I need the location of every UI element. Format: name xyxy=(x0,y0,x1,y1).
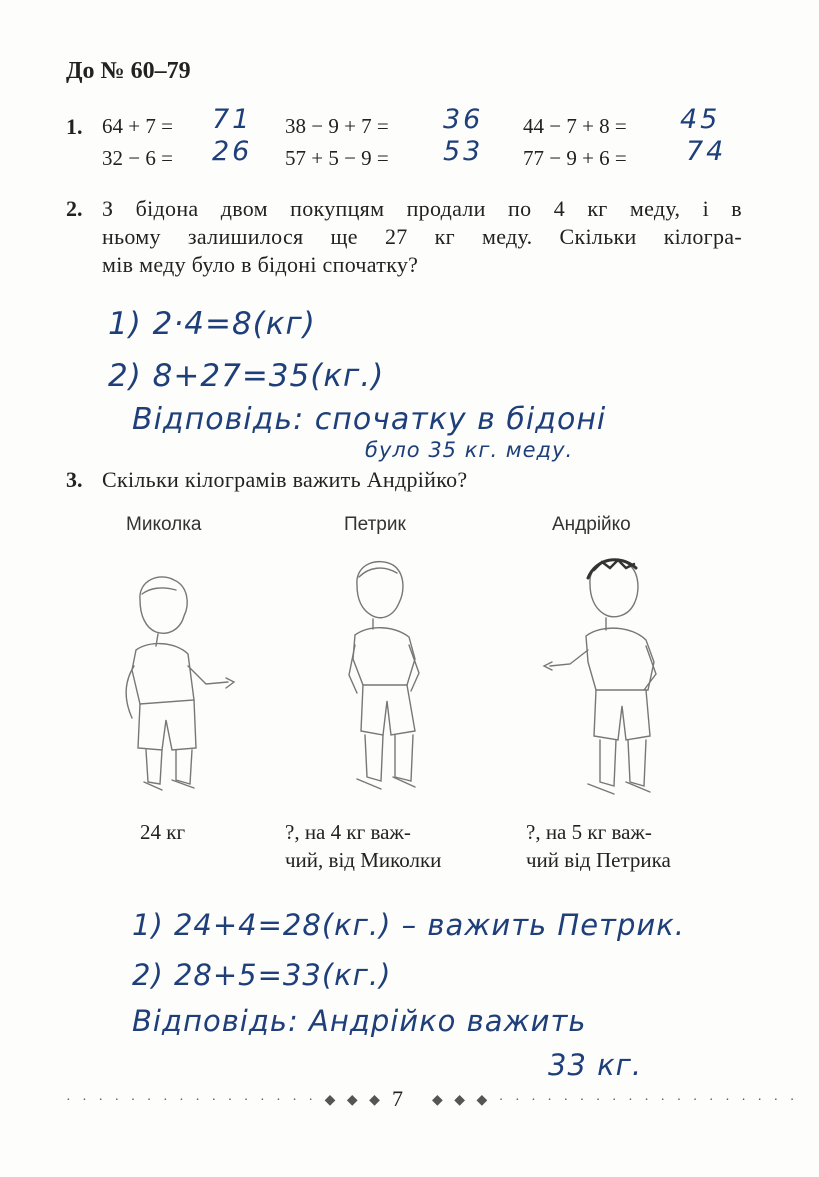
task2-number: 2. xyxy=(66,196,83,221)
task1-answer: 26 xyxy=(212,136,253,167)
task3-answer-line: Відповідь: Андрійко важить xyxy=(132,1004,587,1038)
task1-expr: 38 − 9 + 7 = xyxy=(285,114,389,138)
task1-expr: 77 − 9 + 6 = xyxy=(523,146,627,170)
task1-expr: 44 − 7 + 8 = xyxy=(523,114,627,138)
boy-name: Миколка xyxy=(126,514,202,535)
boy-weight: ?, на 4 кг важ- xyxy=(285,820,411,844)
task3-solution-line: 1) 24+4=28(кг.) – важить Петрик. xyxy=(132,908,685,942)
section-header: До № 60–79 xyxy=(66,58,191,84)
task2-solution-line: 2) 8+27=35(кг.) xyxy=(108,358,385,394)
petryk-illustration xyxy=(335,555,435,800)
task2-answer-line: Відповідь: спочатку в бідоні xyxy=(132,402,607,437)
task1-answer: 36 xyxy=(443,104,484,135)
task1-number: 1. xyxy=(66,114,83,139)
task3-question: Скільки кілограмів важить Андрійко? xyxy=(102,467,468,492)
boy-weight: ?, на 5 кг важ- xyxy=(526,820,652,844)
page-number: 7 xyxy=(392,1086,403,1111)
boy-weight: чий від Петрика xyxy=(526,848,671,872)
task2-text-line: мів меду було в бідоні спочатку? xyxy=(102,252,419,277)
task2-solution-line: 1) 2·4=8(кг) xyxy=(108,306,316,342)
boy-name: Андрійко xyxy=(552,514,631,535)
task2-answer-line: було 35 кг. меду. xyxy=(365,438,574,462)
andriiko-illustration xyxy=(540,550,670,805)
task3-number: 3. xyxy=(66,467,83,492)
boy-weight: чий, від Миколки xyxy=(285,848,442,872)
footer-ornament-left: · · · · · · · · · · · · · · · · ◆ ◆ ◆ xyxy=(66,1093,384,1108)
task2-text-line: З бідона двом покупцям продали по 4 кг меду, і в xyxy=(102,196,742,221)
footer-ornament-right: ◆ ◆ ◆ · · · · · · · · · · · · · · · · · · · xyxy=(432,1093,799,1108)
task2-text-line: ньому залишилося ще 27 кг меду. Скільки кілогра- xyxy=(102,224,742,249)
task1-answer: 45 xyxy=(680,104,721,135)
task1-expr: 32 − 6 = xyxy=(102,146,173,170)
mykolka-illustration xyxy=(110,570,240,800)
task3-answer-line: 33 кг. xyxy=(548,1048,643,1082)
task1-answer: 53 xyxy=(443,136,484,167)
boy-name: Петрик xyxy=(344,514,406,535)
task1-answer: 74 xyxy=(686,136,727,167)
task1-answer: 71 xyxy=(212,104,253,135)
boy-weight: 24 кг xyxy=(140,820,186,844)
task3-solution-line: 2) 28+5=33(кг.) xyxy=(132,958,392,992)
task1-expr: 57 + 5 − 9 = xyxy=(285,146,389,170)
task1-expr: 64 + 7 = xyxy=(102,114,173,138)
